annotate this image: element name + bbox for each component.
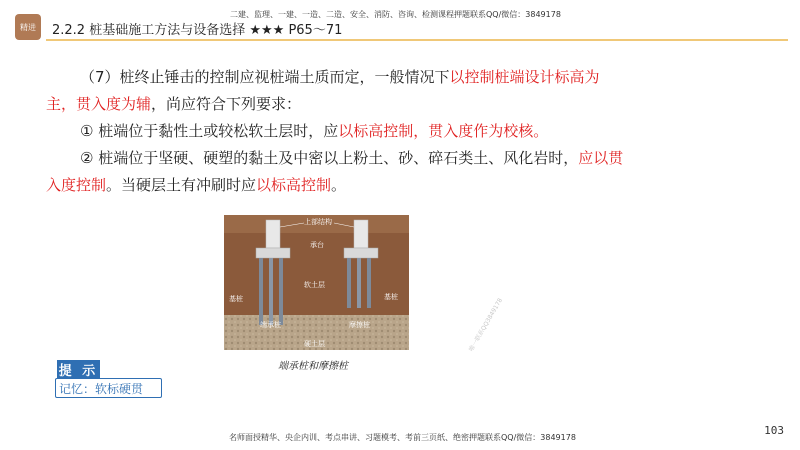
label-cap: 承台	[310, 241, 324, 249]
item2-highlight-a: 应以贯入度控制	[46, 149, 624, 194]
header-ad-text: 二建、监理、一建、一造、二造、安全、消防、咨询、检测课程押题联系QQ/微信：3849178	[230, 10, 561, 19]
tip-memo-text: 记忆：软标硬贯	[59, 381, 144, 396]
brand-logo: 精进	[15, 14, 41, 40]
item2-text-c: 。当硬层土有冲刷时应	[106, 176, 257, 194]
page-number: 103	[764, 424, 784, 437]
item2-text-a: ② 桩端位于坚硬、硬塑的黏土及中密以上粉土、砂、碎石类土、风化岩时，	[80, 149, 579, 167]
para1-text-a: （7）桩终止锤击的控制应视桩端土质而定，一般情况下	[80, 68, 450, 86]
item2-highlight-b: 以标高控制	[256, 176, 332, 194]
tip-badge: 提 示	[57, 360, 100, 378]
paragraph-pile-control	[46, 64, 626, 118]
label-pile-left: 基桩	[229, 295, 243, 303]
label-superstructure: 上部结构	[304, 218, 332, 226]
label-pile-right: 基桩	[384, 293, 398, 301]
para1-highlight: 以控制桩端设计标高为主，贯入度为辅	[46, 68, 600, 113]
item1-highlight: 以标高控制，贯入度作为校核。	[338, 122, 549, 140]
label-soft-layer: 软土层	[304, 281, 325, 289]
section-title: 2.2.2 桩基础施工方法与设备选择 ★★★ P65～71	[52, 23, 343, 38]
figure-caption: 端承桩和摩擦桩	[278, 361, 348, 372]
item1-text: ① 桩端位于黏性土或较松软土层时，应	[80, 122, 339, 140]
label-end-bearing: 端承桩	[260, 321, 281, 329]
item-soft-soil	[46, 118, 626, 145]
tip-memo-box	[55, 378, 162, 398]
para1-text-c: ，尚应符合下列要求：	[151, 95, 302, 113]
pile-diagram-image	[224, 215, 409, 350]
item-hard-soil	[46, 145, 626, 199]
label-friction: 摩擦桩	[349, 321, 370, 329]
pile-diagram-svg	[224, 215, 409, 350]
label-hard-layer: 硬土层	[304, 340, 325, 348]
item2-text-e: 。	[331, 176, 347, 194]
footer-ad-text: 名师面授精华、央企内训、考点串讲、习题模考、考前三页纸、绝密押题联系QQ/微信：3849178	[229, 433, 576, 442]
watermark: 唯一联系QQ3849178	[467, 297, 505, 353]
header-divider	[46, 39, 788, 41]
